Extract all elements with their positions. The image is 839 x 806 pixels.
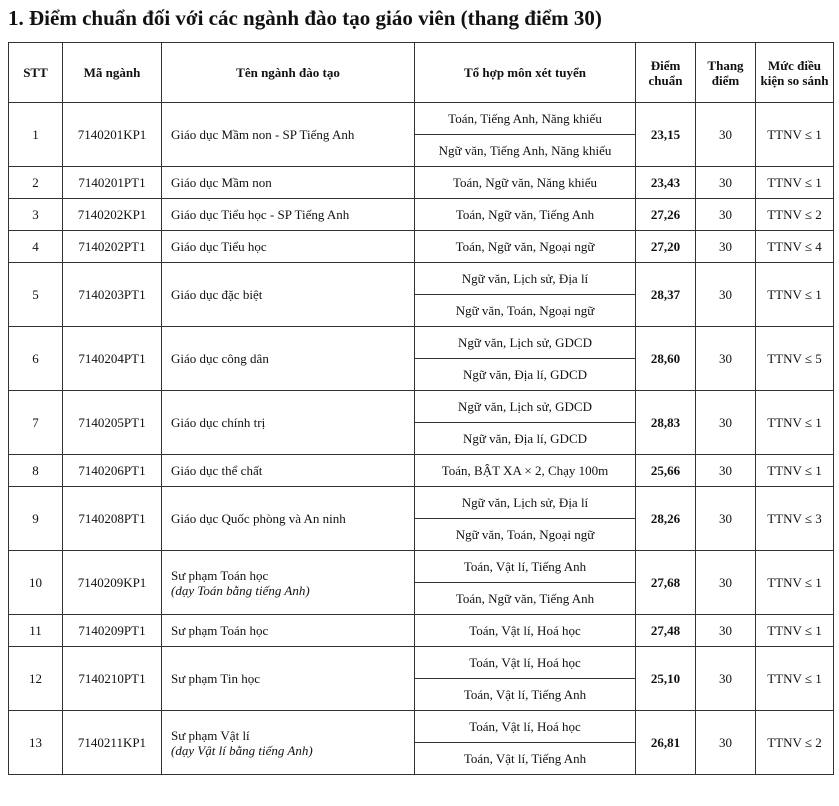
cell-scale: 30 [696, 199, 756, 231]
cell-code: 7140209KP1 [63, 551, 162, 615]
cell-combo: Ngữ văn, Lịch sử, Địa lí [415, 263, 636, 295]
table-row [9, 551, 834, 583]
major-name: Giáo dục Tiểu học - SP Tiếng Anh [171, 207, 350, 222]
cell-combo: Ngữ văn, Lịch sử, GDCD [415, 327, 636, 359]
cell-score: 28,26 [636, 487, 696, 551]
cell-name [162, 199, 415, 231]
cell-stt: 3 [9, 199, 63, 231]
admission-scores-table [8, 42, 834, 775]
cell-score: 27,48 [636, 615, 696, 647]
major-name: Sư phạm Tin học [171, 671, 261, 686]
cell-stt: 4 [9, 231, 63, 263]
cell-code: 7140201PT1 [63, 167, 162, 199]
cell-combo: Toán, Tiếng Anh, Năng khiếu [415, 103, 636, 135]
table-row [9, 231, 834, 263]
cell-stt: 8 [9, 455, 63, 487]
cell-code: 7140203PT1 [63, 263, 162, 327]
cell-score: 28,83 [636, 391, 696, 455]
cell-scale: 30 [696, 615, 756, 647]
cell-condition: TTNV ≤ 1 [756, 647, 834, 711]
cell-code: 7140206PT1 [63, 455, 162, 487]
cell-stt: 2 [9, 167, 63, 199]
cell-name [162, 647, 415, 711]
cell-score: 28,60 [636, 327, 696, 391]
cell-combo: Ngữ văn, Lịch sử, GDCD [415, 391, 636, 423]
cell-code: 7140201KP1 [63, 103, 162, 167]
header-code: Mã ngành [63, 43, 162, 103]
cell-condition: TTNV ≤ 5 [756, 327, 834, 391]
cell-combo: Ngữ văn, Toán, Ngoại ngữ [415, 519, 636, 551]
major-name: Sư phạm Vật lí [171, 727, 250, 743]
major-name: Giáo dục thể chất [171, 463, 263, 478]
cell-scale: 30 [696, 391, 756, 455]
cell-scale: 30 [696, 647, 756, 711]
major-name: Giáo dục chính trị [171, 415, 266, 430]
cell-scale: 30 [696, 263, 756, 327]
cell-combo: Ngữ văn, Địa lí, GDCD [415, 423, 636, 455]
cell-name [162, 391, 415, 455]
cell-name [162, 551, 415, 615]
cell-combo: Ngữ văn, Toán, Ngoại ngữ [415, 295, 636, 327]
cell-condition: TTNV ≤ 1 [756, 391, 834, 455]
cell-combo: Toán, Ngữ văn, Năng khiếu [415, 167, 636, 199]
cell-stt: 9 [9, 487, 63, 551]
cell-name [162, 231, 415, 263]
major-name: Giáo dục Mầm non [171, 175, 272, 190]
cell-combo: Toán, Vật lí, Tiếng Anh [415, 679, 636, 711]
cell-condition: TTNV ≤ 2 [756, 711, 834, 775]
cell-score: 25,10 [636, 647, 696, 711]
table-row [9, 167, 834, 199]
header-stt: STT [9, 43, 63, 103]
cell-combo: Toán, Ngữ văn, Tiếng Anh [415, 199, 636, 231]
cell-combo: Toán, BẬT XA × 2, Chạy 100m [415, 455, 636, 487]
cell-stt: 10 [9, 551, 63, 615]
header-condition: Mức điều kiện so sánh [756, 43, 834, 103]
cell-code: 7140202PT1 [63, 231, 162, 263]
table-row [9, 647, 834, 679]
major-name: Giáo dục Mầm non - SP Tiếng Anh [171, 127, 355, 142]
cell-condition: TTNV ≤ 1 [756, 167, 834, 199]
major-note: (dạy Toán bằng tiếng Anh) [171, 582, 310, 598]
cell-scale: 30 [696, 327, 756, 391]
cell-combo: Toán, Vật lí, Tiếng Anh [415, 743, 636, 775]
table-row [9, 711, 834, 743]
table-row [9, 263, 834, 295]
cell-score: 23,15 [636, 103, 696, 167]
major-name: Sư phạm Toán học [171, 623, 269, 638]
table-row [9, 487, 834, 519]
cell-code: 7140202KP1 [63, 199, 162, 231]
cell-score: 23,43 [636, 167, 696, 199]
header-score: Điểm chuẩn [636, 43, 696, 103]
major-name: Giáo dục đặc biệt [171, 287, 263, 302]
cell-scale: 30 [696, 711, 756, 775]
cell-combo: Ngữ văn, Lịch sử, Địa lí [415, 487, 636, 519]
cell-condition: TTNV ≤ 1 [756, 263, 834, 327]
cell-scale: 30 [696, 487, 756, 551]
cell-name [162, 487, 415, 551]
cell-score: 27,68 [636, 551, 696, 615]
cell-stt: 1 [9, 103, 63, 167]
cell-name [162, 103, 415, 167]
cell-condition: TTNV ≤ 1 [756, 615, 834, 647]
page-title: 1. Điểm chuẩn đối với các ngành đào tạo giáo viên (thang điểm 30) [8, 6, 602, 30]
table-row [9, 199, 834, 231]
cell-score: 25,66 [636, 455, 696, 487]
cell-stt: 11 [9, 615, 63, 647]
cell-condition: TTNV ≤ 1 [756, 103, 834, 167]
major-name: Giáo dục công dân [171, 351, 269, 366]
cell-combo: Toán, Ngữ văn, Tiếng Anh [415, 583, 636, 615]
table-row [9, 391, 834, 423]
cell-score: 27,26 [636, 199, 696, 231]
cell-code: 7140210PT1 [63, 647, 162, 711]
cell-stt: 12 [9, 647, 63, 711]
cell-combo: Toán, Vật lí, Hoá học [415, 711, 636, 743]
cell-score: 27,20 [636, 231, 696, 263]
cell-stt: 7 [9, 391, 63, 455]
major-name: Giáo dục Tiểu học [171, 239, 267, 254]
cell-combo: Toán, Vật lí, Hoá học [415, 615, 636, 647]
major-name: Sư phạm Toán học [171, 567, 269, 583]
cell-name [162, 615, 415, 647]
cell-code: 7140204PT1 [63, 327, 162, 391]
cell-combo: Toán, Vật lí, Hoá học [415, 647, 636, 679]
table-row [9, 455, 834, 487]
header-combo: Tổ hợp môn xét tuyển [415, 43, 636, 103]
cell-name [162, 455, 415, 487]
cell-stt: 13 [9, 711, 63, 775]
cell-code: 7140209PT1 [63, 615, 162, 647]
cell-condition: TTNV ≤ 3 [756, 487, 834, 551]
cell-combo: Toán, Ngữ văn, Ngoại ngữ [415, 231, 636, 263]
cell-code: 7140205PT1 [63, 391, 162, 455]
cell-name [162, 327, 415, 391]
cell-code: 7140208PT1 [63, 487, 162, 551]
cell-combo: Toán, Vật lí, Tiếng Anh [415, 551, 636, 583]
cell-condition: TTNV ≤ 4 [756, 231, 834, 263]
cell-condition: TTNV ≤ 2 [756, 199, 834, 231]
major-name: Giáo dục Quốc phòng và An ninh [171, 511, 346, 526]
cell-name [162, 263, 415, 327]
table-row [9, 615, 834, 647]
cell-name [162, 167, 415, 199]
table-row [9, 103, 834, 135]
cell-scale: 30 [696, 455, 756, 487]
header-row [9, 43, 834, 103]
cell-scale: 30 [696, 551, 756, 615]
cell-score: 26,81 [636, 711, 696, 775]
cell-scale: 30 [696, 231, 756, 263]
cell-combo: Ngữ văn, Tiếng Anh, Năng khiếu [415, 135, 636, 167]
cell-condition: TTNV ≤ 1 [756, 455, 834, 487]
header-name: Tên ngành đào tạo [162, 43, 415, 103]
cell-code: 7140211KP1 [63, 711, 162, 775]
header-scale: Thang điểm [696, 43, 756, 103]
cell-stt: 6 [9, 327, 63, 391]
cell-name [162, 711, 415, 775]
cell-score: 28,37 [636, 263, 696, 327]
cell-scale: 30 [696, 167, 756, 199]
major-note: (dạy Vật lí bằng tiếng Anh) [171, 742, 313, 758]
cell-combo: Ngữ văn, Địa lí, GDCD [415, 359, 636, 391]
table-row [9, 327, 834, 359]
cell-stt: 5 [9, 263, 63, 327]
cell-scale: 30 [696, 103, 756, 167]
table-body [9, 103, 834, 775]
cell-condition: TTNV ≤ 1 [756, 551, 834, 615]
